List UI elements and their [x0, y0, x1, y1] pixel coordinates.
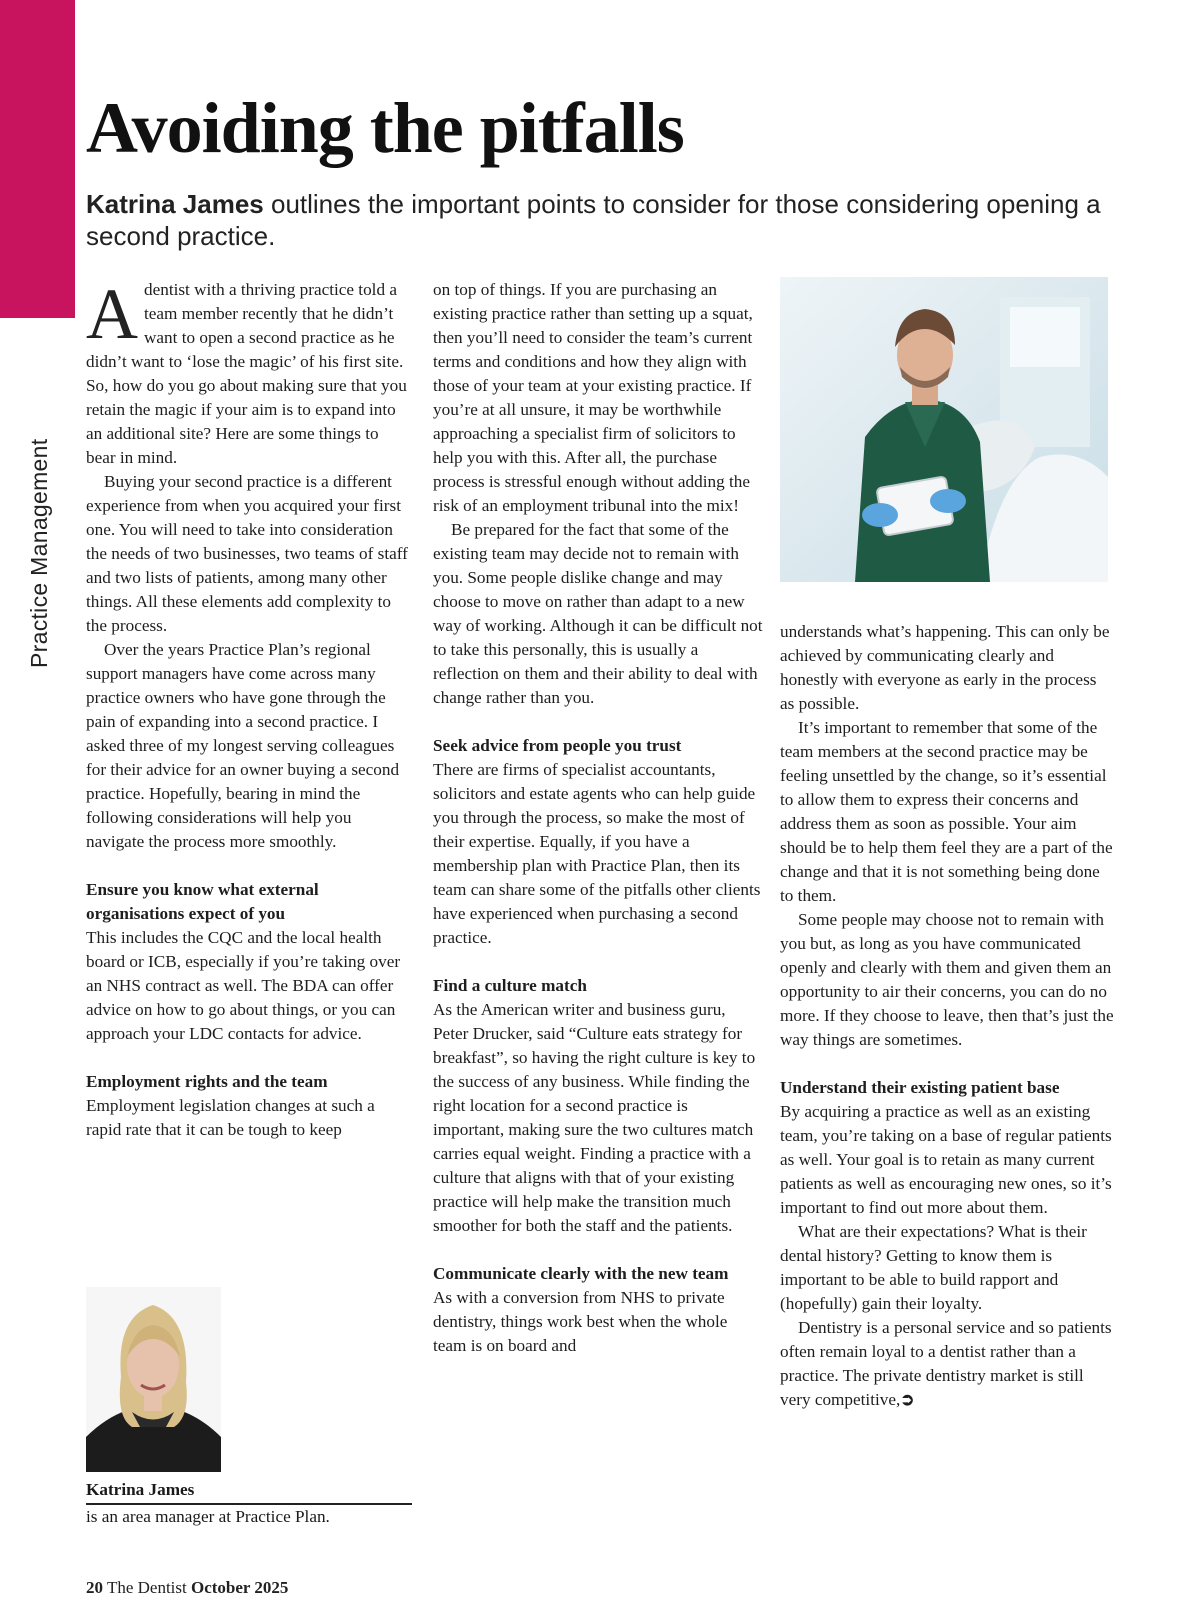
subheading: Find a culture match: [433, 976, 587, 995]
paragraph: It’s important to remember that some of the team members at the second practice may be feeling unsettled by the change, so it’s essential to allow them to express their concerns and address them as soon as possible. Your aim should be to help them feel they are a part of the change and that it is not something being done to them.: [780, 718, 1113, 905]
subheading: Seek advice from people you trust: [433, 736, 682, 755]
subheading: Employment rights and the team: [86, 1072, 328, 1091]
standfirst: [86, 188, 1146, 252]
article-column-2: [433, 278, 763, 1358]
author-byline: [86, 1478, 412, 1529]
paragraph: understands what’s happening. This can only be achieved by communicating clearly and honestly with everyone as early in the process as possible.: [780, 622, 1110, 713]
paragraph: This includes the CQC and the local health board or ICB, especially if you’re taking over an NHS contract as well. The BDA can offer advice on how to go about things, or you can approach your LDC contacts for advice.: [86, 928, 401, 1043]
paragraph: By acquiring a practice as well as an existing team, you’re taking on a base of regular patients as well. Your goal is to retain as many current patients as well as encouraging new ones, so it’s important to find out more about them.: [780, 1102, 1112, 1217]
paragraph: What are their expectations? What is their dental history? Getting to know them is important to be able to build rapport and (hopefully) gain their loyalty.: [780, 1222, 1087, 1313]
standfirst-author: Katrina James: [86, 189, 264, 219]
paragraph: Some people may choose not to remain with you but, as long as you have communicated openly and clearly with them and given them an opportunity to air their concerns, you can do no more. If they choose to leave, then that’s just the way things are sometimes.: [780, 910, 1114, 1049]
paragraph: As with a conversion from NHS to private dentistry, things work best when the whole team is on board and: [433, 1288, 728, 1355]
subheading: Understand their existing patient base: [780, 1078, 1060, 1097]
paragraph: Employment legislation changes at such a rapid rate that it can be tough to keep: [86, 1096, 375, 1139]
article-column-1: [86, 274, 408, 1142]
article-headline: Avoiding the pitfalls: [86, 88, 684, 168]
continue-arrow-icon: ➲: [900, 1390, 915, 1409]
article-column-3: [780, 620, 1115, 1412]
byline-role: is an area manager at Practice Plan.: [86, 1507, 330, 1526]
standfirst-text: outlines the important points to consider for those considering opening a second practice.: [86, 189, 1101, 251]
page-folio: [86, 1578, 288, 1598]
issue-date: October 2025: [191, 1578, 289, 1597]
subheading: Ensure you know what external organisations expect of you: [86, 880, 319, 923]
dentist-photo: [780, 277, 1108, 582]
paragraph: Buying your second practice is a different experience from when you acquired your first one. You will need to take into consideration the needs of two businesses, two teams of staff and two lists of patients, among many other things. All these elements add complexity to the process.: [86, 472, 408, 635]
subheading: Communicate clearly with the new team: [433, 1264, 729, 1283]
section-label: Practice Management: [26, 438, 52, 668]
paragraph: Over the years Practice Plan’s regional support managers have come across many practice owners who have gone through the pain of expanding into a second practice. I asked three of my longest serving colleagues for their advice for an owner buying a second practice. Hopefully, bearing in mind the following considerations will help you navigate the process more smoothly.: [86, 640, 400, 851]
paragraph: Adentist with a thriving practice told a team member recently that he didn’t want to open a second practice as he didn’t want to ‘lose the magic’ of his first site. So, how do you go about making sure that you retain the magic if your aim is to expand into an additional site? Here are some things to bear in mind.: [86, 274, 407, 467]
paragraph: on top of things. If you are purchasing an existing practice rather than setting up a squat, then you’ll need to consider the team’s current terms and conditions and how they align with those of your team at your existing practice. If you’re at all unsure, it may be worthwhile approaching a specialist firm of solicitors to help you with this. After all, the purchase process is stressful enough without adding the risk of an employment tribunal into the mix!: [433, 280, 753, 515]
paragraph: There are firms of specialist accountants, solicitors and estate agents who can help guide you through the process, so make the most of their expertise. Equally, if you have a membership plan with Practice Plan, then its team can share some of the pitfalls other clients have experienced when purchasing a second practice.: [433, 760, 761, 947]
paragraph: Be prepared for the fact that some of the existing team may decide not to remain with you. Some people dislike change and may choose to move on rather than adapt to a new way of working. Although it can be difficult not to take this personally, this is usually a reflection on them and their ability to deal with change rather than you.: [433, 520, 763, 707]
byline-name: Katrina James: [86, 1478, 412, 1505]
page-number: 20: [86, 1578, 103, 1597]
author-photo: [86, 1287, 221, 1472]
drop-cap: A: [86, 274, 138, 354]
paragraph: Dentistry is a personal service and so patients often remain loyal to a dentist rather than a practice. The private dentistry market is still very competitive,➲: [780, 1318, 1112, 1409]
paragraph: As the American writer and business guru, Peter Drucker, said “Culture eats strategy for breakfast”, so having the right culture is key to the success of any business. While finding the right location for a second practice is important, making sure the two cultures match carries equal weight. Finding a practice with a culture that aligns with that of your existing practice will help make the transition much smoother for both the staff and the patients.: [433, 1000, 756, 1235]
publication-name: The Dentist: [106, 1578, 187, 1597]
